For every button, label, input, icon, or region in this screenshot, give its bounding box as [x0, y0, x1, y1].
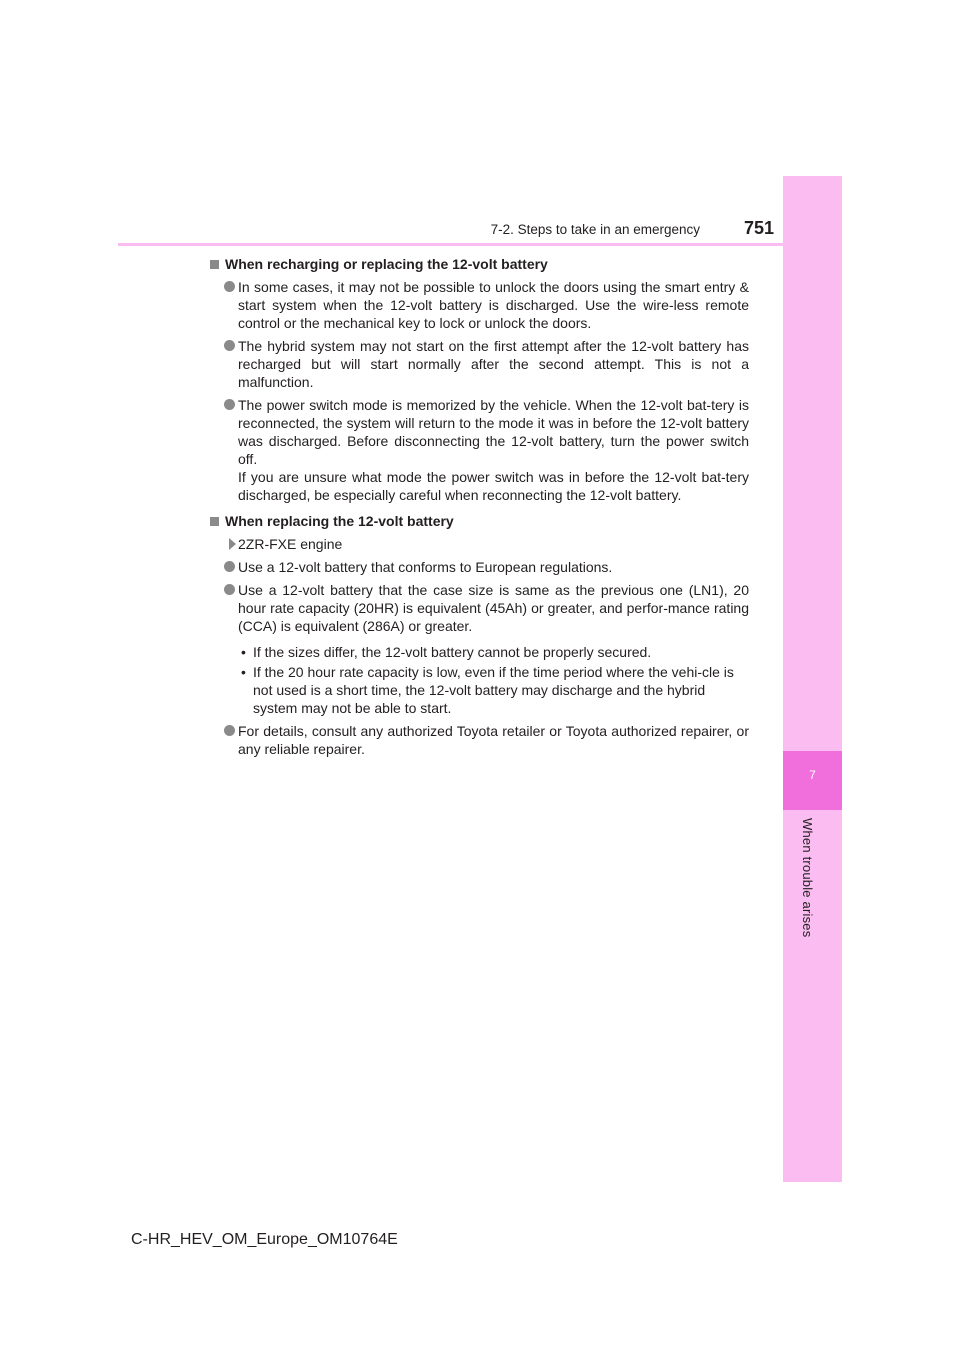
section-heading: When recharging or replacing the 12-volt battery [209, 255, 749, 273]
circle-bullet-icon [224, 725, 235, 736]
section-heading: When replacing the 12-volt battery [209, 512, 749, 530]
list-item: For details, consult any authorized Toyota retailer or Toyota authorized repairer, or any reliable repairer. [209, 722, 749, 758]
list-item: The power switch mode is memorized by the vehicle. When the 12-volt bat-tery is reconnected, the system will return to the mode it was in before the 12-volt battery was discharged. Before disconnecting the 12-volt battery, turn the power switch off. If you are unsure what mode the power switch was in before the 12-volt bat-tery discharged, be especially careful when reconnecting the 12-volt battery. [209, 396, 749, 504]
list-item: The hybrid system may not start on the first attempt after the 12-volt battery has recharged but will start normally after the second attempt. This is not a malfunction. [209, 337, 749, 391]
document-code: C-HR_HEV_OM_Europe_OM10764E [131, 1231, 398, 1248]
list-item: Use a 12-volt battery that the case size is same as the previous one (LN1), 20 hour rate capacity (20HR) is equivalent (45Ah) or greater, and perfor-mance rating (CCA) is equivalent (286A) or greater. [209, 581, 749, 635]
circle-bullet-icon [224, 584, 235, 595]
square-bullet-icon [210, 517, 219, 526]
dot-bullet-icon: • [241, 664, 246, 680]
circle-bullet-icon [224, 399, 235, 410]
chapter-number: 7 [809, 768, 816, 782]
chapter-title: When trouble arises [800, 818, 815, 938]
circle-bullet-icon [224, 561, 235, 572]
chapter-side-tab [783, 176, 842, 1182]
triangle-arrow-icon [229, 538, 236, 550]
dot-bullet-icon: • [241, 644, 246, 660]
circle-bullet-icon [224, 281, 235, 292]
header-divider [118, 243, 783, 246]
section-title: 7-2. Steps to take in an emergency [490, 222, 700, 237]
sub-list-item: • If the sizes differ, the 12-volt battery cannot be properly secured. [241, 644, 652, 660]
page-number: 751 [743, 218, 774, 238]
square-bullet-icon [210, 260, 219, 269]
list-item: In some cases, it may not be possible to unlock the doors using the smart entry & start system when the 12-volt battery is discharged. Use the wire-less remote control or the mechanical key to lock or unlock the doors. [209, 278, 749, 332]
list-item: Use a 12-volt battery that conforms to European regulations. [209, 558, 749, 576]
main-content [209, 253, 749, 758]
engine-label: 2ZR-FXE engine [209, 535, 749, 553]
circle-bullet-icon [224, 340, 235, 351]
sub-list-item: • If the 20 hour rate capacity is low, even if the time period where the vehi-cle is not used is a short time, the 12-volt battery may discharge and the hybrid system may not be able to start. [241, 664, 734, 716]
